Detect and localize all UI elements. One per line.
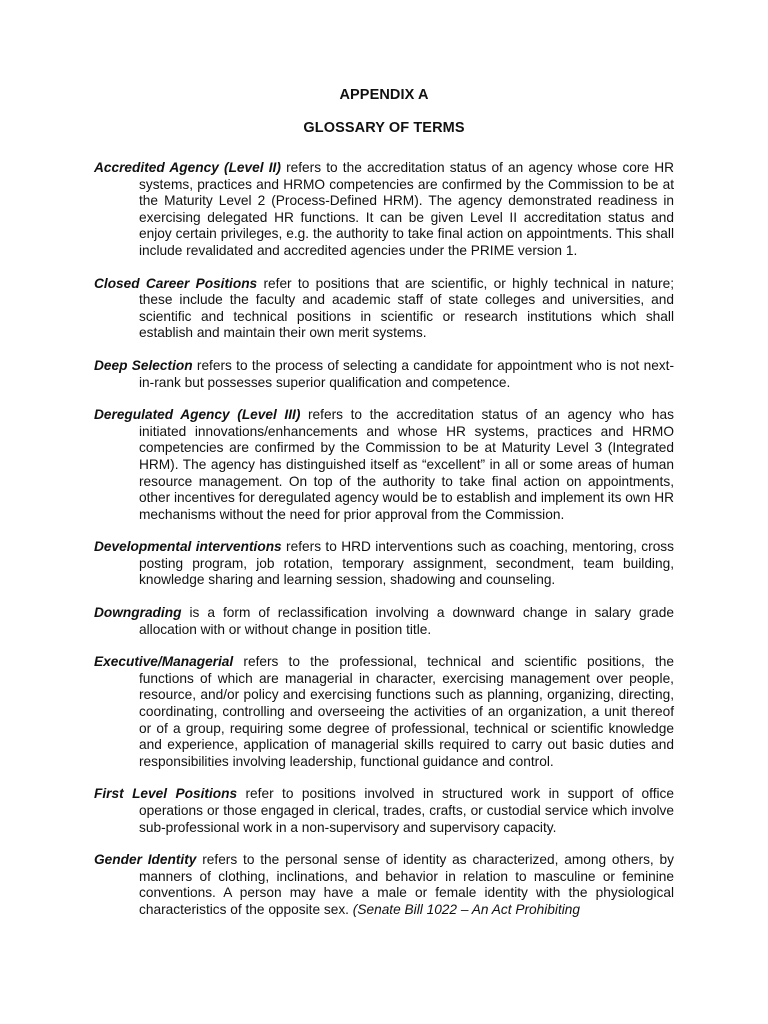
glossary-term: Accredited Agency (Level II) bbox=[94, 160, 281, 175]
glossary-entry-deep-selection bbox=[94, 358, 674, 391]
glossary-list bbox=[0, 160, 768, 919]
glossary-definition: refer to positions that are scientific, or highly technical in nature; these include the faculty and academic staff of state colleges and universities, and scientific and technical positions in scientific or research institutions which shall establish and maintain their own merit systems. bbox=[139, 275, 674, 341]
glossary-definition: refers to the process of selecting a candidate for appointment who is not next-in-rank but possesses superior qualification and competence. bbox=[139, 357, 675, 390]
glossary-term: Downgrading bbox=[94, 605, 182, 621]
glossary-definition: is a form of reclassification involving a downward change in salary grade allocation with or without change in position title. bbox=[139, 605, 674, 637]
glossary-term: Gender Identity bbox=[94, 852, 197, 868]
glossary-entry-accredited-agency bbox=[94, 160, 674, 260]
glossary-citation: (Senate Bill 1022 – An Act Prohibiting bbox=[352, 901, 581, 917]
glossary-term: Developmental interventions bbox=[94, 539, 282, 555]
glossary-entry-closed-career-positions bbox=[94, 276, 674, 342]
glossary-entry-first-level-positions bbox=[94, 786, 674, 836]
glossary-definition: refer to positions involved in structured work in support of office operations or those engaged in clerical, trades, crafts, or custodial service which involve sub-professional work in a non-supervisory and supervisory capacity. bbox=[139, 786, 675, 835]
glossary-definition: refers to the professional, technical and scientific positions, the functions of which are managerial in character, exercising management over people, resource, and/or policy and exercising functions such as planning, organizing, directing, coordinating, controlling and overseeing the activities of an organization, a unit thereof or of a group, requiring some degree of professional, technical or scientific knowledge and experience, application of managerial skills required to carry out basic duties and responsibilities involving leadership, functional guidance and control. bbox=[139, 654, 674, 769]
glossary-entry-developmental-interventions bbox=[94, 539, 674, 589]
glossary-title: GLOSSARY OF TERMS bbox=[303, 120, 465, 136]
glossary-definition: refers to the accreditation status of an agency whose core HR systems, practices and HRMO competencies are confirmed by the Commission to be at the Maturity Level 2 (Process-Defined HRM). The agency demonstrated readiness in exercising delegated HR functions. It can be given Level II accreditation status and enjoy certain privileges, e.g. the authority to take final action on appointments. This shall include revalidated and accredited agencies under the PRIME version 1. bbox=[139, 160, 675, 258]
glossary-term: Closed Career Positions bbox=[94, 275, 258, 291]
glossary-definition: refers to HRD interventions such as coaching, mentoring, cross posting program, job rotation, temporary assignment, secondment, team building, knowledge sharing and learning session, shadowing and counseling. bbox=[139, 539, 674, 588]
glossary-term: Deregulated Agency (Level III) bbox=[94, 407, 301, 423]
glossary-entry-downgrading bbox=[94, 605, 674, 638]
glossary-term: Deep Selection bbox=[94, 357, 193, 373]
glossary-definition: refers to the personal sense of identity as characterized, among others, by manners of clothing, inclinations, and behavior in relation to masculine or feminine conventions. A person may have a male or female identity with the physiological characteristics of the opposite sex. bbox=[139, 852, 675, 917]
glossary-term: First Level Positions bbox=[94, 786, 238, 802]
appendix-title: APPENDIX A bbox=[339, 87, 429, 103]
glossary-term: Executive/Managerial bbox=[94, 654, 234, 670]
glossary-entry-executive-managerial bbox=[94, 654, 674, 770]
glossary-entry-gender-identity bbox=[94, 852, 674, 918]
glossary-definition: refers to the accreditation status of an agency who has initiated innovations/enhancements and whose HR systems, practices and HRMO competencies are confirmed by the Commission to be at Maturity Level 3 (Integrated HRM). The agency has distinguished itself as “excellent” in all or some areas of human resource management. On top of the authority to take final action on appointments, other incentives for deregulated agency would be to establish and implement its own HR mechanisms without the need for prior approval from the Commission. bbox=[139, 407, 674, 522]
glossary-entry-deregulated-agency bbox=[94, 407, 674, 523]
